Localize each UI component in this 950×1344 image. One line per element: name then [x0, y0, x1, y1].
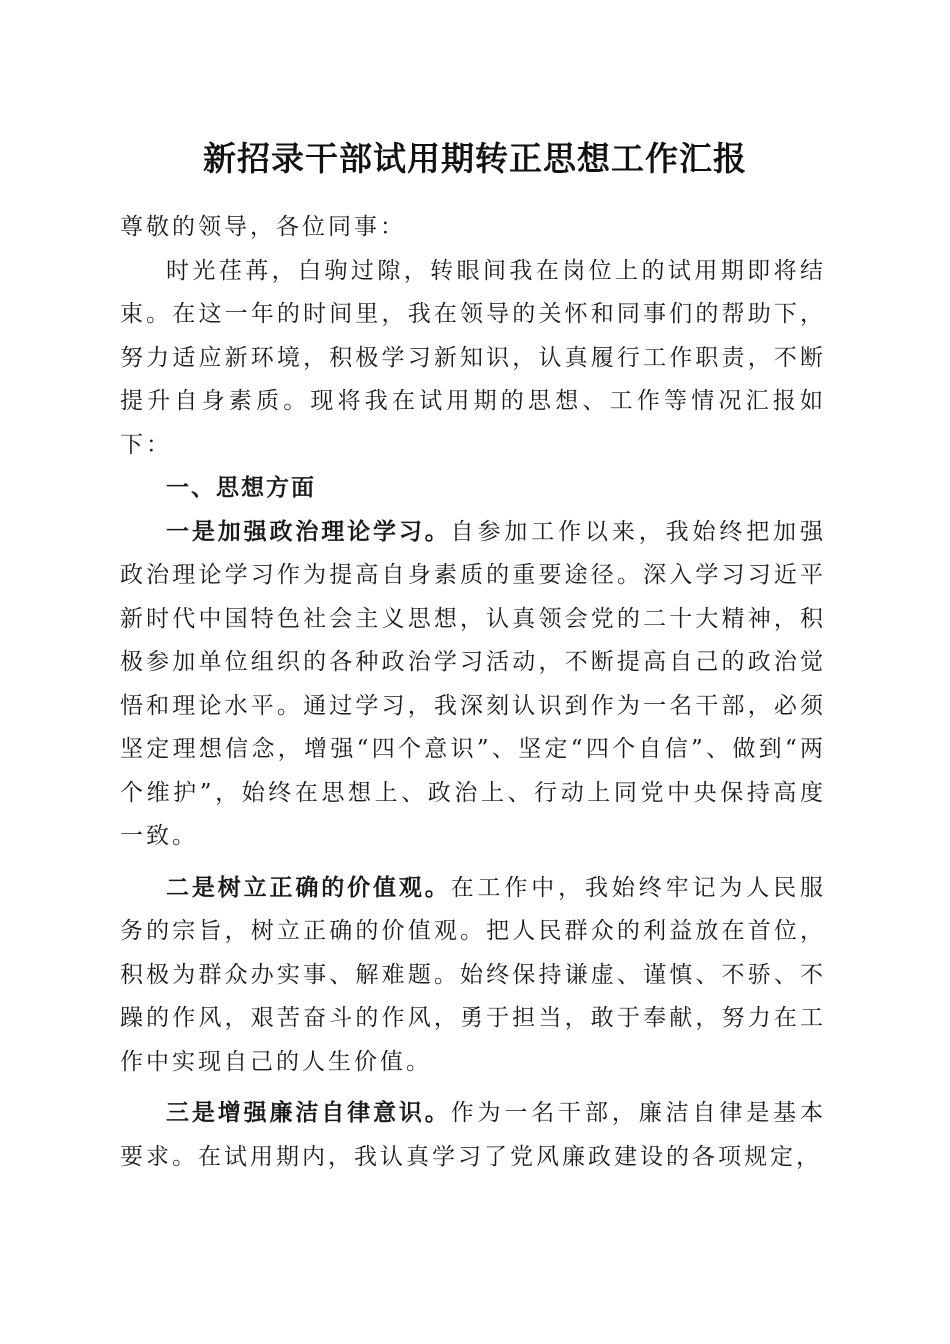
- paragraph-1: [120, 511, 826, 859]
- intro-paragraph: 时光荏苒，白驹过隙，转眼间我在岗位上的试用期即将结束。在这一年的时间里，我在领导的关怀和同事们的帮助下，努力适应新环境，积极学习新知识，认真履行工作职责，不断提升自身素质。现将我在试用期的思想、工作等情况汇报如下：: [120, 257, 826, 458]
- paragraph-3-text: 作为一名干部，廉洁自律是基本要求。在试用期内，我认真学习了党风廉政建设的各项规定，: [120, 1100, 826, 1170]
- document-body: [120, 206, 826, 1179]
- paragraph-2-text: 在工作中，我始终牢记为人民服务的宗旨，树立正确的价值观。把人民群众的利益放在首位，积极为群众办实事、解难题。始终保持谦虚、谨慎、不骄、不躁的作风，艰苦奋斗的作风，勇于担当，敢于奉献，努力在工作中实现自己的人生价值。: [120, 874, 826, 1075]
- section-heading: 一、思想方面: [166, 475, 316, 501]
- paragraph-1-lead: 一是加强政治理论学习。: [166, 518, 451, 545]
- paragraph-3-lead: 三是增强廉洁自律意识。: [166, 1100, 451, 1126]
- paragraph-3: [120, 1092, 826, 1179]
- paragraph-1-text: 自参加工作以来，我始终把加强政治理论学习作为提高自身素质的重要途径。深入学习习近平新时代中国特色社会主义思想，认真领会党的二十大精神，积极参加单位组织的各种政治学习活动，不断提高自己的政治觉悟和理论水平。通过学习，我深刻认识到作为一名干部，必须坚定理想信念，增强“四个意识”、坚定“四个自信”、做到“两个维护”，始终在思想上、政治上、行动上同党中央保持高度一致。: [120, 518, 826, 849]
- paragraph-2-lead: 二是树立正确的价值观。: [166, 874, 451, 901]
- document-title: 新招录干部试用期转正思想工作汇报: [203, 139, 747, 178]
- salutation: 尊敬的领导，各位同事：: [120, 214, 406, 240]
- paragraph-2: [120, 867, 826, 1085]
